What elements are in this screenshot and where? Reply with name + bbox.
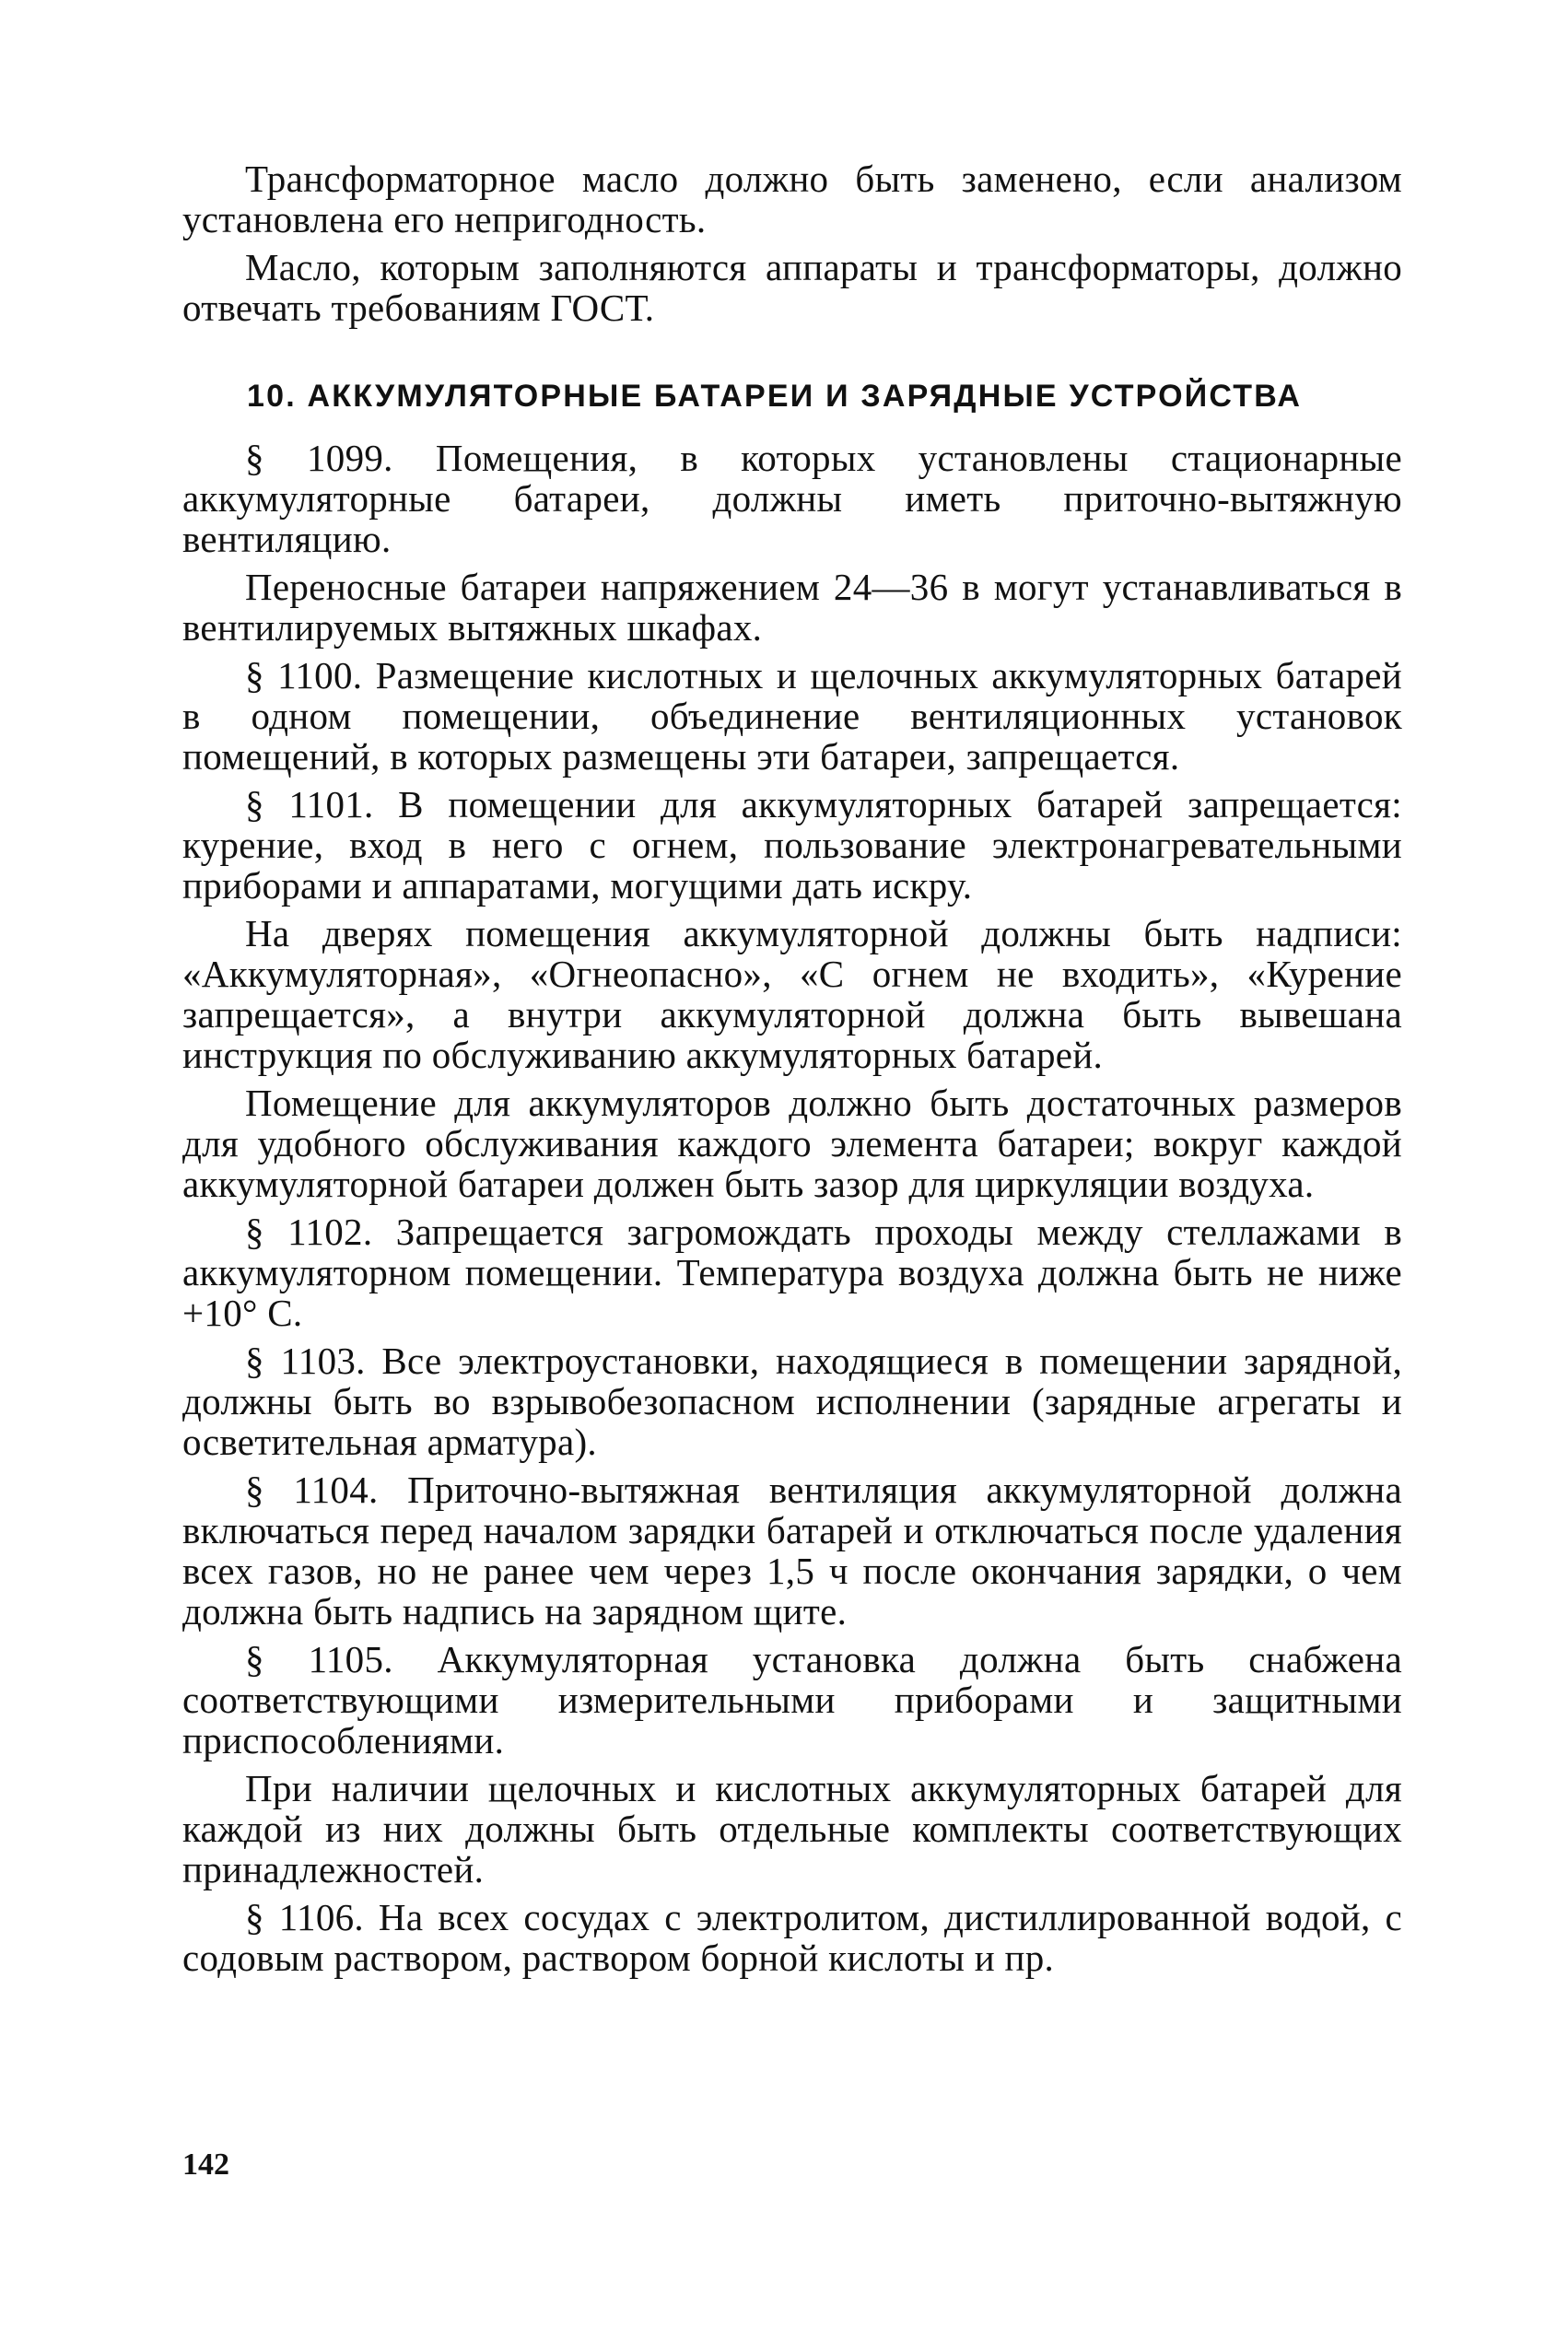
- paragraph-1101: § 1101. В помещении для аккумуляторных батарей запрещается: курение, вход в него с огнем, пользование электронагревательными приборами и аппаратами, могущими дать искру.: [182, 783, 1402, 907]
- paragraph-room-size: Помещение для аккумуляторов должно быть достаточных размеров для удобного обслуживания каждого элемента батареи; вокруг каждой аккумуляторной батареи должен быть зазор для циркуляции воздуха.: [182, 1082, 1402, 1205]
- section-heading: 10. АККУМУЛЯТОРНЫЕ БАТАРЕИ И ЗАРЯДНЫЕ УСТРОЙСТВА: [247, 379, 1303, 414]
- paragraph-1105: § 1105. Аккумуляторная установка должна быть снабжена соответствующими измерительными приборами и защитными приспособлениями.: [182, 1638, 1402, 1761]
- paragraph-oil-gost: Масло, которым заполняются аппараты и трансформаторы, должно отвечать требованиям ГОСТ.: [182, 246, 1402, 329]
- top-text: [182, 158, 1402, 335]
- paragraph-1102: § 1102. Запрещается загромождать проходы между стеллажами в аккумуляторном помещении. Температура воздуха должна быть не ниже +10° С.: [182, 1211, 1402, 1334]
- paragraph-transformer-oil: Трансформаторное масло должно быть заменено, если анализом установлена его непригодность.: [182, 158, 1402, 240]
- paragraph-1106: § 1106. На всех сосудах с электролитом, дистиллированной водой, с содовым раствором, раствором борной кислоты и пр.: [182, 1896, 1402, 1979]
- section-body: [182, 438, 1402, 1985]
- paragraph-1104: § 1104. Приточно-вытяжная вентиляция аккумуляторной должна включаться перед началом зарядки батарей и отключаться после удаления всех газов, но не ранее чем через 1,5 ч после окончания зарядки, о чем должна быть надпись на зарядном щите.: [182, 1469, 1402, 1633]
- paragraph-door-signs: На дверях помещения аккумуляторной должны быть надписи: «Аккумуляторная», «Огнеопасно», «С огнем не входить», «Курение запрещается», а внутри аккумуляторной должна быть вывешана инструкция по обслуживанию аккумуляторных батарей.: [182, 912, 1402, 1076]
- paragraph-1100: § 1100. Размещение кислотных и щелочных аккумуляторных батарей в одном помещении, объединение вентиляционных установок помещений, в которых размещены эти батареи, запрещается.: [182, 654, 1402, 778]
- paragraph-accessories: При наличии щелочных и кислотных аккумуляторных батарей для каждой из них должны быть отдельные комплекты соответствующих принадлежностей.: [182, 1767, 1402, 1890]
- paragraph-portable-batteries: Переносные батареи напряжением 24—36 в могут устанавливаться в вентилируемых вытяжных шкафах.: [182, 566, 1402, 649]
- paragraph-1099: § 1099. Помещения, в которых установлены стационарные аккумуляторные батареи, должны иметь приточно-вытяжную вентиляцию.: [182, 437, 1402, 560]
- paragraph-1103: § 1103. Все электроустановки, находящиеся в помещении зарядной, должны быть во взрывобезопасном исполнении (зарядные агрегаты и осветительная арматура).: [182, 1340, 1402, 1463]
- page-number: 142: [182, 2148, 229, 2182]
